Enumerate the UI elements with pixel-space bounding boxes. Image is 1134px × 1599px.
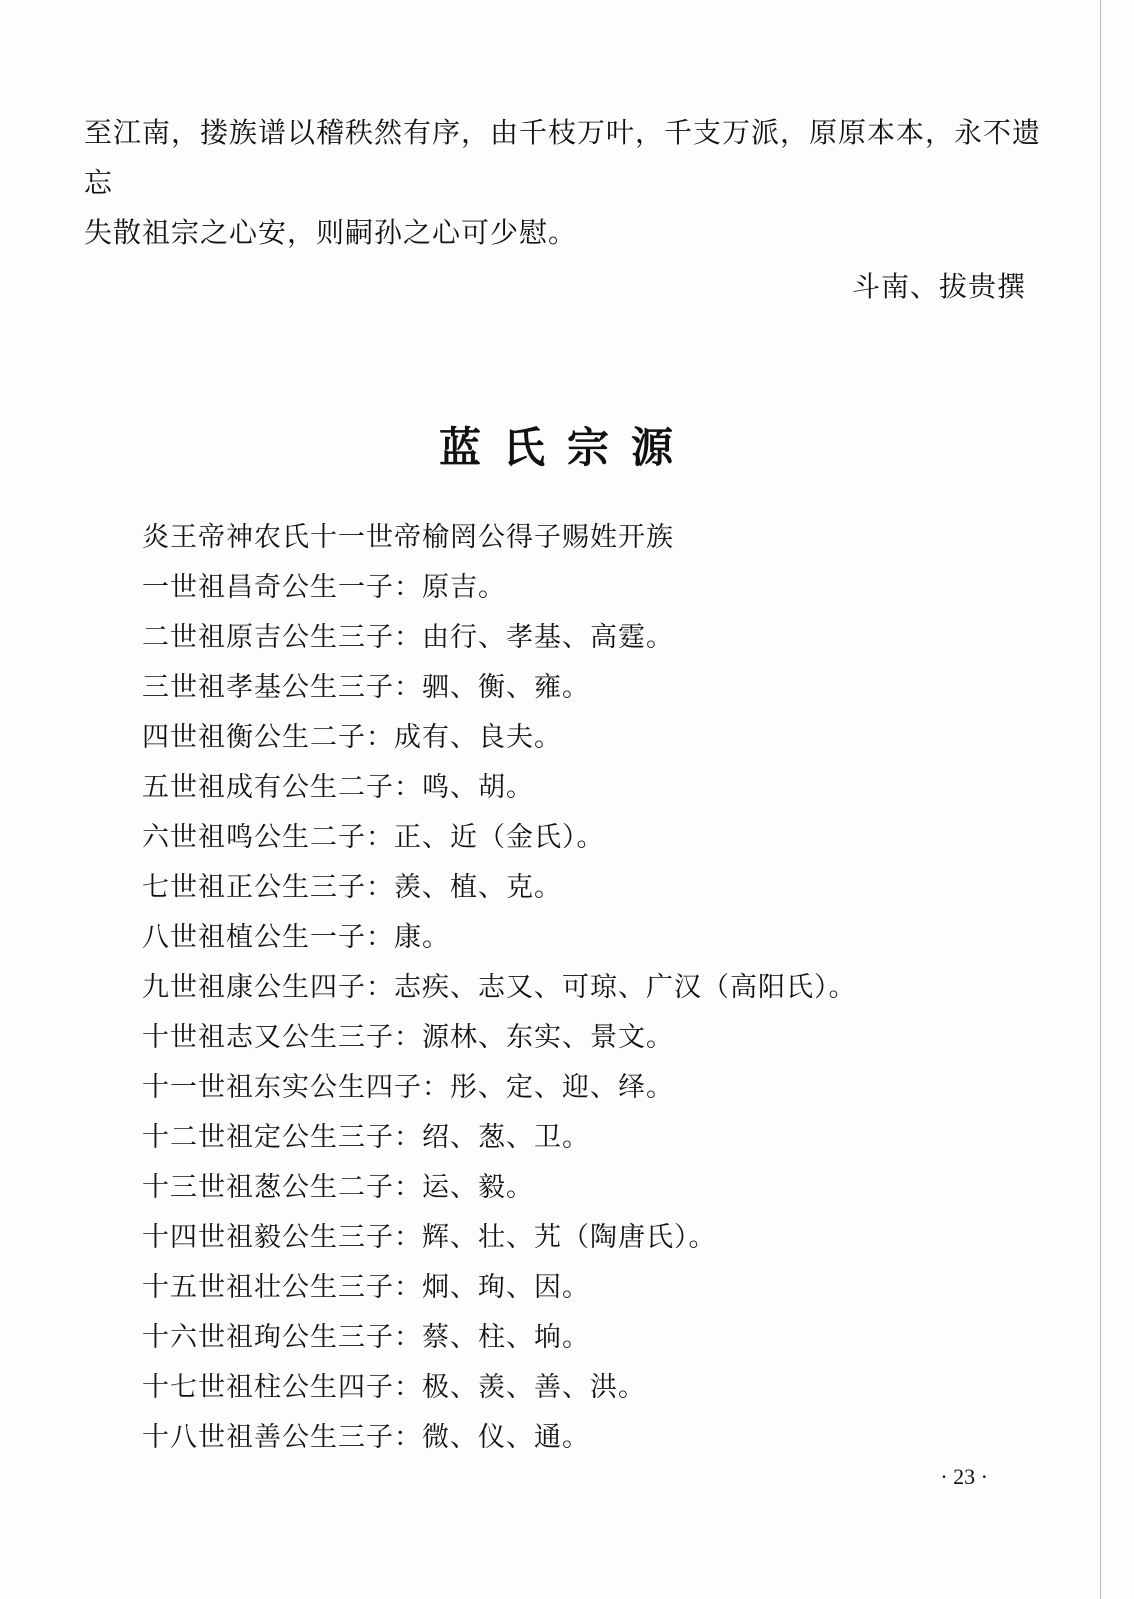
intro-line: 失散祖宗之心安，则嗣孙之心可少慰。: [84, 216, 578, 249]
intro-line: 至江南，搂族谱以稽秩然有序，由千枝万叶，千支万派，原原本本，永不遗忘: [84, 116, 1042, 199]
genealogy-list: [142, 513, 1042, 1463]
genealogy-line: 十四世祖毅公生三子：辉、壮、艽（陶唐氏）。: [142, 1222, 717, 1253]
genealogy-line: 十六世祖珣公生三子：蔡、柱、垧。: [142, 1322, 590, 1353]
genealogy-line: 十八世祖善公生三子：微、仪、通。: [142, 1422, 590, 1453]
genealogy-line: 五世祖成有公生二子：鸣、胡。: [142, 772, 534, 803]
section-title: 蓝氏宗源: [438, 423, 695, 472]
genealogy-line: 九世祖康公生四子：志疾、志又、可琼、广汉（高阳氏）。: [142, 972, 857, 1003]
genealogy-line: 炎王帝神农氏十一世帝榆罔公得子赐姓开族: [142, 522, 674, 553]
genealogy-line: 二世祖原吉公生三子：由行、孝基、高霆。: [142, 622, 674, 653]
genealogy-line: 四世祖衡公生二子：成有、良夫。: [142, 722, 562, 753]
genealogy-line: 十七世祖柱公生四子：极、羡、善、洪。: [142, 1372, 646, 1403]
genealogy-line: 十世祖志又公生三子：源林、东实、景文。: [142, 1022, 674, 1053]
author-signature: 斗南、拔贵撰: [851, 270, 1026, 303]
genealogy-line: 三世祖孝基公生三子：驷、衡、雍。: [142, 672, 590, 703]
genealogy-line: 十五世祖壮公生三子：炯、珣、因。: [142, 1272, 590, 1303]
genealogy-line: 七世祖正公生三子：羡、植、克。: [142, 872, 562, 903]
scan-edge-line: [1100, 0, 1101, 1599]
genealogy-line: 十三世祖葱公生二子：运、毅。: [142, 1172, 534, 1203]
genealogy-line: 六世祖鸣公生二子：正、近（金氏）。: [142, 822, 605, 853]
genealogy-line: 八世祖植公生一子：康。: [142, 922, 450, 953]
intro-paragraph: [84, 108, 1044, 258]
page-number: · 23 ·: [940, 1464, 988, 1489]
genealogy-line: 十二世祖定公生三子：绍、葱、卫。: [142, 1122, 590, 1153]
genealogy-line: 十一世祖东实公生四子：彤、定、迎、绎。: [142, 1072, 674, 1103]
genealogy-line: 一世祖昌奇公生一子：原吉。: [142, 572, 506, 603]
